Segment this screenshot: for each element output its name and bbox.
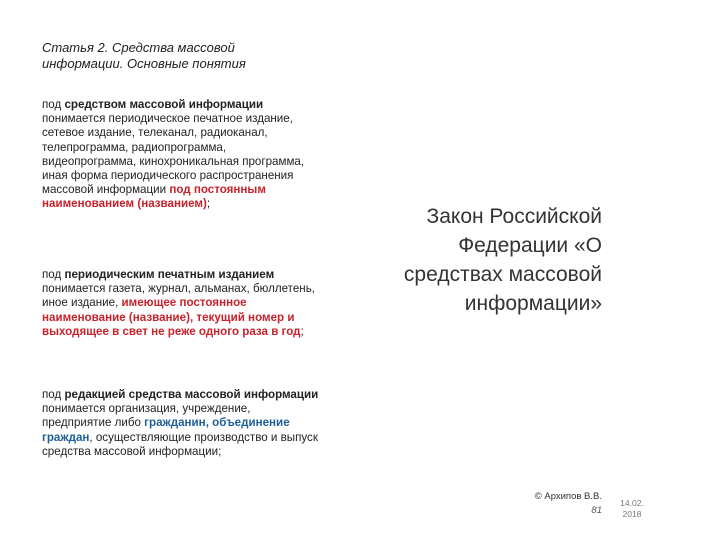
definition-text: под bbox=[42, 388, 65, 401]
copyright-text: © Архипов В.В. bbox=[534, 491, 602, 502]
date-line: 14.02. bbox=[620, 498, 644, 508]
highlighted-phrase: под постоянным наименованием (названием) bbox=[42, 183, 266, 211]
definition-text: ; bbox=[206, 197, 211, 211]
definition-text: под bbox=[42, 268, 65, 281]
article-heading-line1: Статья 2. Средства массовой bbox=[42, 40, 235, 55]
date-line: 2018 bbox=[622, 509, 642, 519]
law-title bbox=[342, 202, 602, 318]
law-title-line: информации» bbox=[464, 292, 602, 315]
definition-text: , осуществляющие производство и выпуск средства массовой информации; bbox=[42, 430, 318, 458]
slide-date bbox=[612, 498, 652, 520]
definition-media-outlet bbox=[42, 98, 322, 212]
article-heading bbox=[42, 40, 302, 72]
definition-editorial-office bbox=[42, 388, 322, 459]
article-heading-line2: информации. Основные понятия bbox=[42, 56, 246, 71]
highlighted-phrase: гражданин, объединение граждан bbox=[42, 416, 290, 444]
defined-term: периодическим печатным изданием bbox=[64, 268, 275, 281]
definition-text: ; bbox=[300, 324, 304, 338]
definition-text: под bbox=[42, 98, 65, 111]
law-title-line: Закон Российской bbox=[426, 205, 602, 228]
defined-term: средством массовой информации bbox=[64, 98, 264, 111]
definition-periodical bbox=[42, 268, 322, 339]
law-title-line: средствах массовой bbox=[403, 263, 602, 286]
slide-number: 81 bbox=[591, 505, 602, 516]
law-title-line: Федерации «О bbox=[458, 234, 602, 257]
copyright-block bbox=[520, 490, 602, 518]
definition-text: понимается организация, учреждение, предприятие либо bbox=[42, 402, 251, 430]
definition-text: понимается периодическое печатное издание, сетевое издание, телеканал, радиоканал, телепрограмма, радиопрограмма, видеопрограмма, кинохроникальная программа, иная форма периодического распространения массовой информации bbox=[42, 112, 305, 197]
defined-term: редакцией средства массовой информации bbox=[64, 388, 319, 401]
highlighted-phrase: имеющее постоянное наименование (название), текущий номер и выходящее в свет не реже одного раза в год bbox=[42, 296, 301, 338]
definition-text: понимается газета, журнал, альманах, бюллетень, иное издание, bbox=[42, 282, 315, 310]
